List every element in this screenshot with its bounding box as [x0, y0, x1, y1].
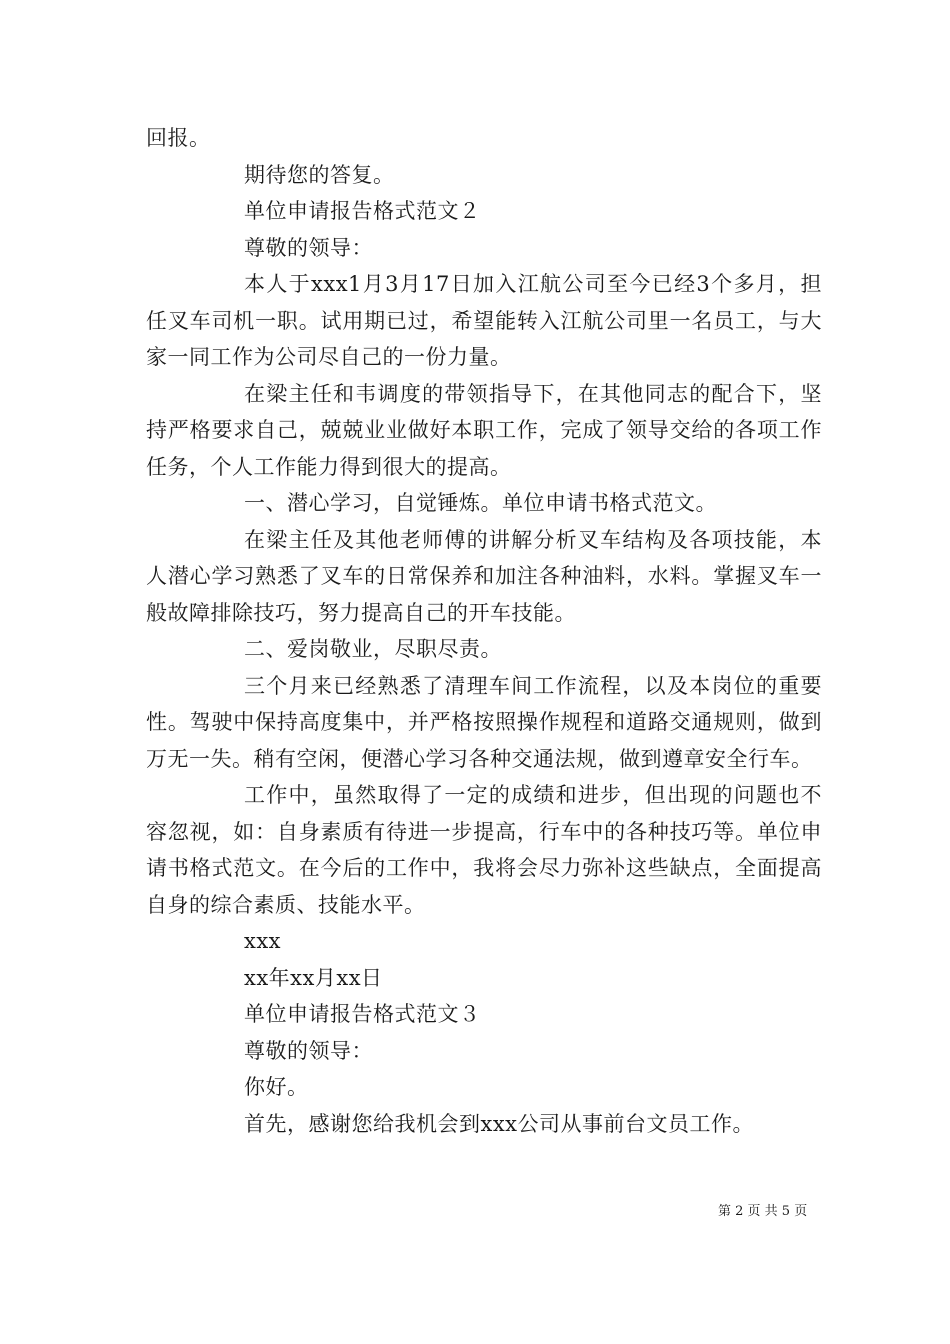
salutation: 尊敬的领导： [244, 235, 373, 260]
paragraph: 在梁主任及其他老师傅的讲解分析叉车结构及各项技能，本人潜心学习熟悉了叉车的日常保养和加注各种油料，水料。掌握叉车一般故障排除技巧，努力提高自己的开车技能。 [146, 527, 822, 625]
salutation: 尊敬的领导： [244, 1038, 373, 1063]
section-heading: 单位申请报告格式范文２ [244, 199, 481, 223]
greeting: 你好。 [244, 1075, 309, 1099]
signature-name: xxx [244, 929, 282, 953]
document-body [146, 120, 822, 1142]
paragraph: 工作中，虽然取得了一定的成绩和进步，但出现的问题也不容忽视，如：自身素质有待进一步提高，行车中的各种技巧等。单位申请书格式范文。在今后的工作中，我将会尽力弥补这些缺点，全面提高自身的综合素质、技能水平。 [146, 783, 822, 917]
paragraph: 期待您的答复。 [244, 162, 395, 187]
section-heading: 单位申请报告格式范文３ [244, 1002, 481, 1026]
page-number: 第 2 页 共 5 页 [718, 1204, 808, 1219]
paragraph: 二、爱岗敬业，尽职尽责。 [244, 637, 502, 661]
paragraph: 在梁主任和韦调度的带领指导下，在其他同志的配合下，坚持严格要求自己，兢兢业业做好本职工作，完成了领导交给的各项工作任务，个人工作能力得到很大的提高。 [146, 381, 822, 479]
paragraph: 首先，感谢您给我机会到xxx公司从事前台文员工作。 [244, 1111, 755, 1136]
paragraph: 回报。 [146, 126, 211, 150]
paragraph: 三个月来已经熟悉了清理车间工作流程，以及本岗位的重要性。驾驶中保持高度集中，并严格按照操作规程和道路交通规则，做到万无一失。稍有空闲，便潜心学习各种交通法规，做到遵章安全行车。 [146, 673, 822, 771]
paragraph: 本人于xxx1月3月17日加入江航公司至今已经3个多月，担任叉车司机一职。试用期已过，希望能转入江航公司里一名员工，与大家一同工作为公司尽自己的一份力量。 [146, 272, 822, 369]
signature-date: xx年xx月xx日 [244, 965, 383, 990]
paragraph: 一、潜心学习，自觉锤炼。单位申请书格式范文。 [244, 491, 717, 515]
